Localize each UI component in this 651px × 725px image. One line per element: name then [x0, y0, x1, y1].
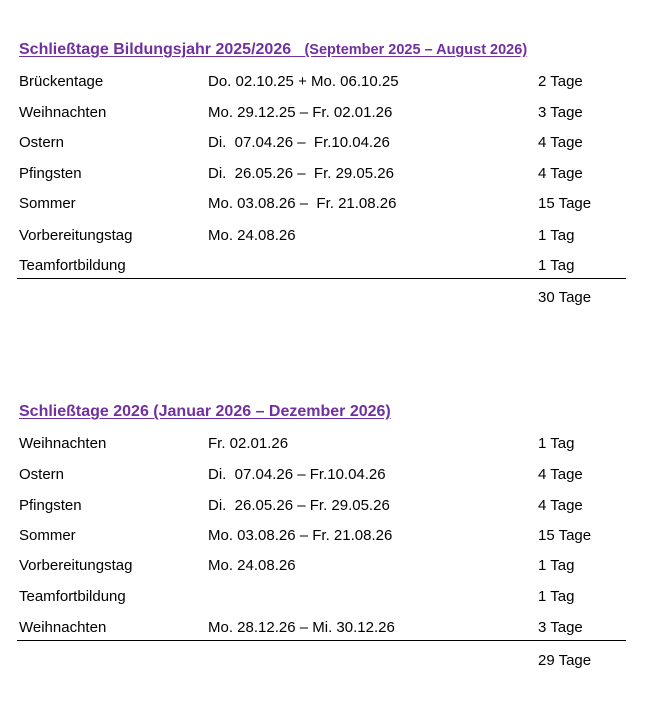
row-label: Vorbereitungstag	[19, 557, 133, 574]
row-dates: Mo. 03.08.26 – Fr. 21.08.26	[208, 195, 397, 212]
section1-title: Schließtage Bildungsjahr 2025/2026	[19, 41, 292, 58]
table-row	[0, 586, 651, 608]
row-days: 1 Tag	[538, 257, 575, 274]
table-row	[0, 255, 651, 277]
row-dates: Di. 26.05.26 – Fr. 29.05.26	[208, 497, 390, 514]
row-days: 4 Tage	[538, 134, 583, 151]
row-days: 1 Tag	[538, 557, 575, 574]
table-row	[0, 193, 651, 215]
row-days: 15 Tage	[538, 527, 592, 544]
table-row	[0, 102, 651, 124]
row-label: Pfingsten	[19, 497, 82, 514]
row-dates: Mo. 28.12.26 – Mi. 30.12.26	[208, 619, 395, 636]
row-label: Vorbereitungstag	[19, 227, 133, 244]
table-row	[0, 464, 651, 486]
row-days: 4 Tage	[538, 466, 583, 483]
row-dates: Mo. 24.08.26	[208, 227, 296, 244]
row-label: Weihnachten	[19, 619, 107, 636]
table-row	[0, 555, 651, 577]
row-label: Ostern	[19, 466, 65, 483]
row-dates: Mo. 29.12.25 – Fr. 02.01.26	[208, 104, 393, 121]
table-row	[0, 225, 651, 247]
row-label: Teamfortbildung	[19, 588, 126, 605]
section2-total: 29 Tage	[538, 652, 592, 669]
row-label: Brückentage	[19, 73, 104, 90]
section1-subtitle: (September 2025 – August 2026)	[304, 42, 528, 58]
row-label: Sommer	[19, 195, 76, 212]
row-dates: Do. 02.10.25 + Mo. 06.10.25	[208, 73, 399, 90]
row-dates: Fr. 02.01.26	[208, 435, 289, 452]
table-row	[0, 433, 651, 455]
row-dates: Mo. 03.08.26 – Fr. 21.08.26	[208, 527, 393, 544]
row-dates: Di. 07.04.26 – Fr.10.04.26	[208, 466, 386, 483]
row-label: Weihnachten	[19, 435, 107, 452]
row-days: 4 Tage	[538, 165, 583, 182]
table-row	[0, 525, 651, 547]
row-days: 4 Tage	[538, 497, 583, 514]
row-label: Pfingsten	[19, 165, 82, 182]
sum-divider	[17, 278, 626, 279]
section1-heading	[19, 41, 527, 59]
sum-divider	[17, 640, 626, 641]
row-days: 15 Tage	[538, 195, 592, 212]
row-dates: Di. 26.05.26 – Fr. 29.05.26	[208, 165, 394, 182]
table-row	[0, 163, 651, 185]
row-dates: Di. 07.04.26 – Fr.10.04.26	[208, 134, 390, 151]
table-row	[0, 132, 651, 154]
table-row	[0, 71, 651, 93]
row-dates: Mo. 24.08.26	[208, 557, 296, 574]
row-days: 1 Tag	[538, 435, 575, 452]
section2-heading	[19, 403, 391, 421]
table-row	[0, 495, 651, 517]
section1-total: 30 Tage	[538, 289, 592, 306]
row-label: Ostern	[19, 134, 65, 151]
row-days: 3 Tage	[538, 619, 583, 636]
row-label: Weihnachten	[19, 104, 107, 121]
row-days: 2 Tage	[538, 73, 583, 90]
row-days: 1 Tag	[538, 227, 575, 244]
row-days: 1 Tag	[538, 588, 575, 605]
table-row	[0, 617, 651, 639]
row-label: Sommer	[19, 527, 76, 544]
section2-title: Schließtage 2026 (Januar 2026 – Dezember 2026)	[19, 403, 391, 420]
row-label: Teamfortbildung	[19, 257, 126, 274]
row-days: 3 Tage	[538, 104, 583, 121]
